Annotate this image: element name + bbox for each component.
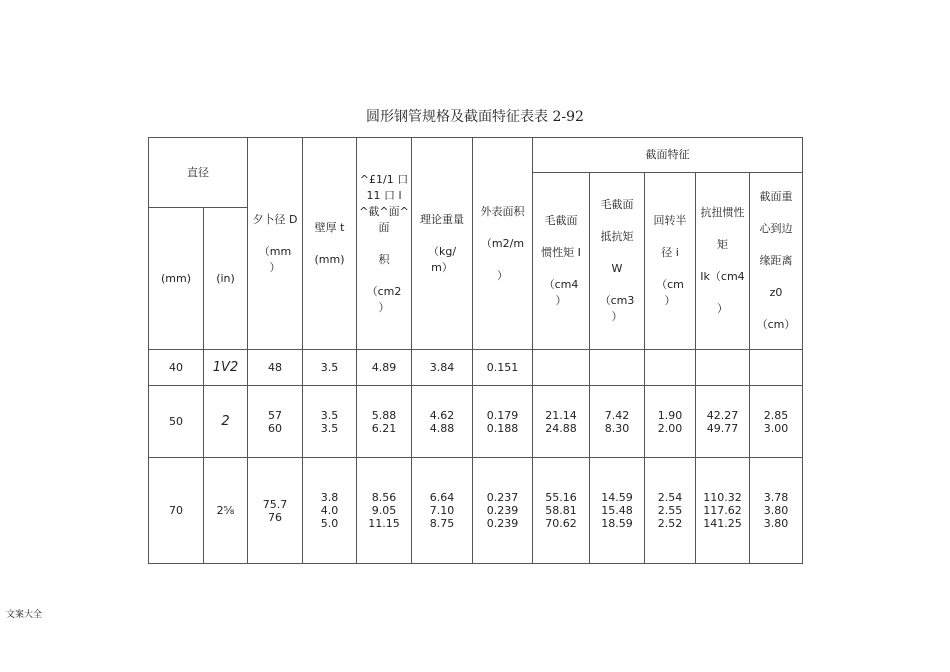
cell-area: 5.88 6.21	[357, 386, 412, 458]
cell-wall-t: 3.5 3.5	[303, 386, 357, 458]
cell-centroid	[750, 350, 803, 386]
cell-mm: 40	[149, 350, 204, 386]
cell-mm: 50	[149, 386, 204, 458]
header-outer-diameter: 夕卜径 D （mm ）	[248, 138, 303, 350]
cell-weight: 6.64 7.10 8.75	[412, 458, 473, 564]
cell-outer-d: 57 60	[248, 386, 303, 458]
header-radius-of-gyration: 回转半 径 i （cm ）	[645, 173, 696, 350]
cell-wall-t: 3.8 4.0 5.0	[303, 458, 357, 564]
cell-centroid: 2.85 3.00	[750, 386, 803, 458]
header-diameter: 直径	[149, 138, 248, 208]
header-centroid-distance: 截面重 心到边 缘距离 z0 （cm）	[750, 173, 803, 350]
cell-radius	[645, 350, 696, 386]
cell-modulus	[590, 350, 645, 386]
cell-outer-d: 48	[248, 350, 303, 386]
cell-weight: 4.62 4.88	[412, 386, 473, 458]
footer-text: 文案大全	[6, 610, 43, 620]
header-section-area: ^£1/1 口 11 口 l ^截^面^ 面 积 （cm2 ）	[357, 138, 412, 350]
header-section-modulus: 毛截面 抵抗矩 W （cm3 ）	[590, 173, 645, 350]
cell-inertia: 55.16 58.81 70.62	[533, 458, 590, 564]
cell-torsion: 110.32 117.62 141.25	[696, 458, 750, 564]
cell-area: 4.89	[357, 350, 412, 386]
cell-radius: 1.90 2.00	[645, 386, 696, 458]
cell-mm: 70	[149, 458, 204, 564]
cell-modulus: 14.59 15.48 18.59	[590, 458, 645, 564]
cell-outer-d: 75.7 76	[248, 458, 303, 564]
cell-in: 1V2	[204, 350, 248, 386]
header-torsional-inertia: 抗扭惯性 矩 Ik（cm4 ）	[696, 173, 750, 350]
header-moment-of-inertia: 毛截面 惯性矩 I （cm4 ）	[533, 173, 590, 350]
cell-torsion	[696, 350, 750, 386]
header-wall-thickness: 壁厚 t (mm)	[303, 138, 357, 350]
header-unit-mm: (mm)	[149, 208, 204, 350]
cell-radius: 2.54 2.55 2.52	[645, 458, 696, 564]
cell-in: 2⅝	[204, 458, 248, 564]
cell-inertia	[533, 350, 590, 386]
cell-torsion: 42.27 49.77	[696, 386, 750, 458]
cell-inertia: 21.14 24.88	[533, 386, 590, 458]
table-row	[149, 458, 803, 564]
cell-surface: 0.151	[473, 350, 533, 386]
cell-wall-t: 3.5	[303, 350, 357, 386]
header-unit-in: (in)	[204, 208, 248, 350]
table-row	[149, 350, 803, 386]
steel-pipe-spec-table	[148, 137, 803, 564]
cell-surface: 0.179 0.188	[473, 386, 533, 458]
cell-area: 8.56 9.05 11.15	[357, 458, 412, 564]
header-theoretical-weight: 理论重量 （kg/ m）	[412, 138, 473, 350]
table-row	[149, 386, 803, 458]
header-section-properties: 截面特征	[533, 138, 803, 173]
header-surface-area: 外表面积 （m2/m ）	[473, 138, 533, 350]
cell-surface: 0.237 0.239 0.239	[473, 458, 533, 564]
cell-modulus: 7.42 8.30	[590, 386, 645, 458]
cell-in: 2	[204, 386, 248, 458]
cell-weight: 3.84	[412, 350, 473, 386]
document-title: 圆形钢管规格及截面特征表表 2-92	[366, 109, 584, 125]
cell-centroid: 3.78 3.80 3.80	[750, 458, 803, 564]
